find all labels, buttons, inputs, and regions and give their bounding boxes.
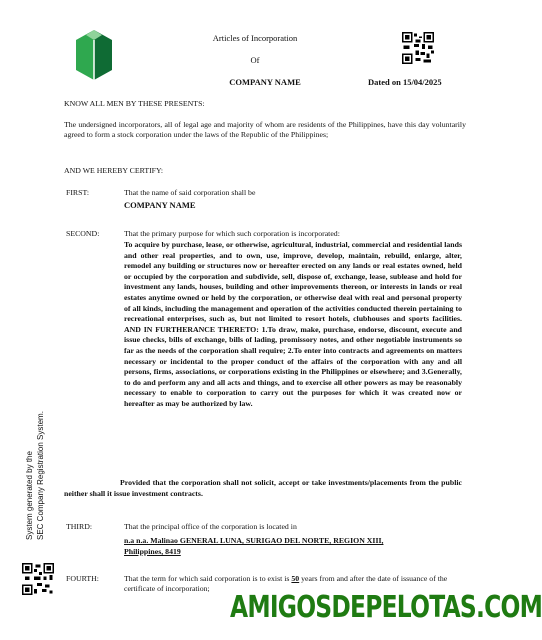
first-company-name: COMPANY NAME bbox=[124, 200, 196, 210]
know-all-heading: KNOW ALL MEN BY THESE PRESENTS: bbox=[64, 99, 205, 108]
fourth-text-after: years from and after the date of issuance of the certificate of incorporation; bbox=[124, 574, 448, 593]
qr-code-icon bbox=[402, 32, 434, 64]
system-generated-note bbox=[24, 411, 46, 540]
first-text: That the name of said corporation shall be bbox=[124, 188, 256, 197]
side-qr-code-icon bbox=[22, 563, 54, 595]
address-line2: Philippines, 8419 bbox=[124, 547, 181, 556]
primary-purpose-text: To acquire by purchase, lease, or otherwise, agricultural, industrial, commercial and residential lands and other real properties, and to own, use, improve, develop, maintain, rebuild, enlarge, alter, remodel any building or structures now or hereafter erected on any lands or real estates owned, held or occupied by the corporation and subdivide, sell, dispose of, exchange, lease, sublease and hold for investment any lands, houses, building and other improvements thereon, or interests in lands or real estates anytime owned or held by the corporation, or otherwise deal with real and personal property of all kinds, including the management and operation of the activities conducted therein pertaining to recreational enterprises, such as, but not limited to resort hotels, clubhouses and sports facilities. AND IN FURTHERANCE THERETO: 1.To draw, make, purchase, endorse, discount, execute and issue checks, bills of exchange, bills of lading, promissory notes, and other negotiable instruments so far as the needs of the corporation shall require; 2.To enter into contracts and agreements on matters necessary or incidental to the proper conduct of the affairs of the corporation with any and all persons, firms, associations, or corporations existing in the Philippines or elsewhere; and 3.Generally, to do and perform any and all acts and things, and to exercise all other powers as may be reasonably necessary to enable to corporation to carry out the purposes for which it was created now or hereafter as may be authorized by law. bbox=[124, 240, 462, 408]
certify-heading: AND WE HEREBY CERTIFY: bbox=[64, 166, 164, 175]
site-watermark: AMIGOSDEPELOTAS.COM bbox=[230, 590, 542, 625]
third-label: THIRD: bbox=[66, 522, 92, 531]
system-generated-line1: System generated by the bbox=[25, 451, 34, 540]
date-line: Dated on 15/04/2025 bbox=[368, 77, 442, 87]
provided-clause: Provided that the corporation shall not solicit, accept or take investments/placements from the public neither shall it issue investment contracts. bbox=[64, 478, 462, 498]
term-years: 50 bbox=[291, 574, 300, 583]
intro-paragraph: The undersigned incorporators, all of legal age and majority of whom are residents of the Philippines, have this day voluntarily agreed to form a stock corporation under the laws of the Republic of the Philippines; bbox=[64, 120, 466, 139]
address-line1: n.a n.a. Malinao GENERAL LUNA, SURIGAO DEL NORTE, REGION XIII, bbox=[124, 536, 384, 545]
second-text: That the primary purpose for which such corporation is incorporated: bbox=[124, 229, 340, 238]
system-generated-line2: SEC Company Registration System. bbox=[36, 411, 45, 540]
fourth-label: FOURTH: bbox=[66, 574, 99, 583]
first-label: FIRST: bbox=[66, 188, 90, 197]
sec-logo-icon bbox=[74, 30, 114, 80]
document-title: Articles of Incorporation bbox=[212, 33, 298, 43]
header-company-name: COMPANY NAME bbox=[229, 77, 301, 87]
second-label: SECOND: bbox=[66, 229, 100, 238]
title-of: Of bbox=[250, 55, 260, 65]
fourth-text-before: That the term for which said corporation is to exist is bbox=[124, 574, 292, 583]
third-text: That the principal office of the corporation is located in bbox=[124, 522, 297, 531]
